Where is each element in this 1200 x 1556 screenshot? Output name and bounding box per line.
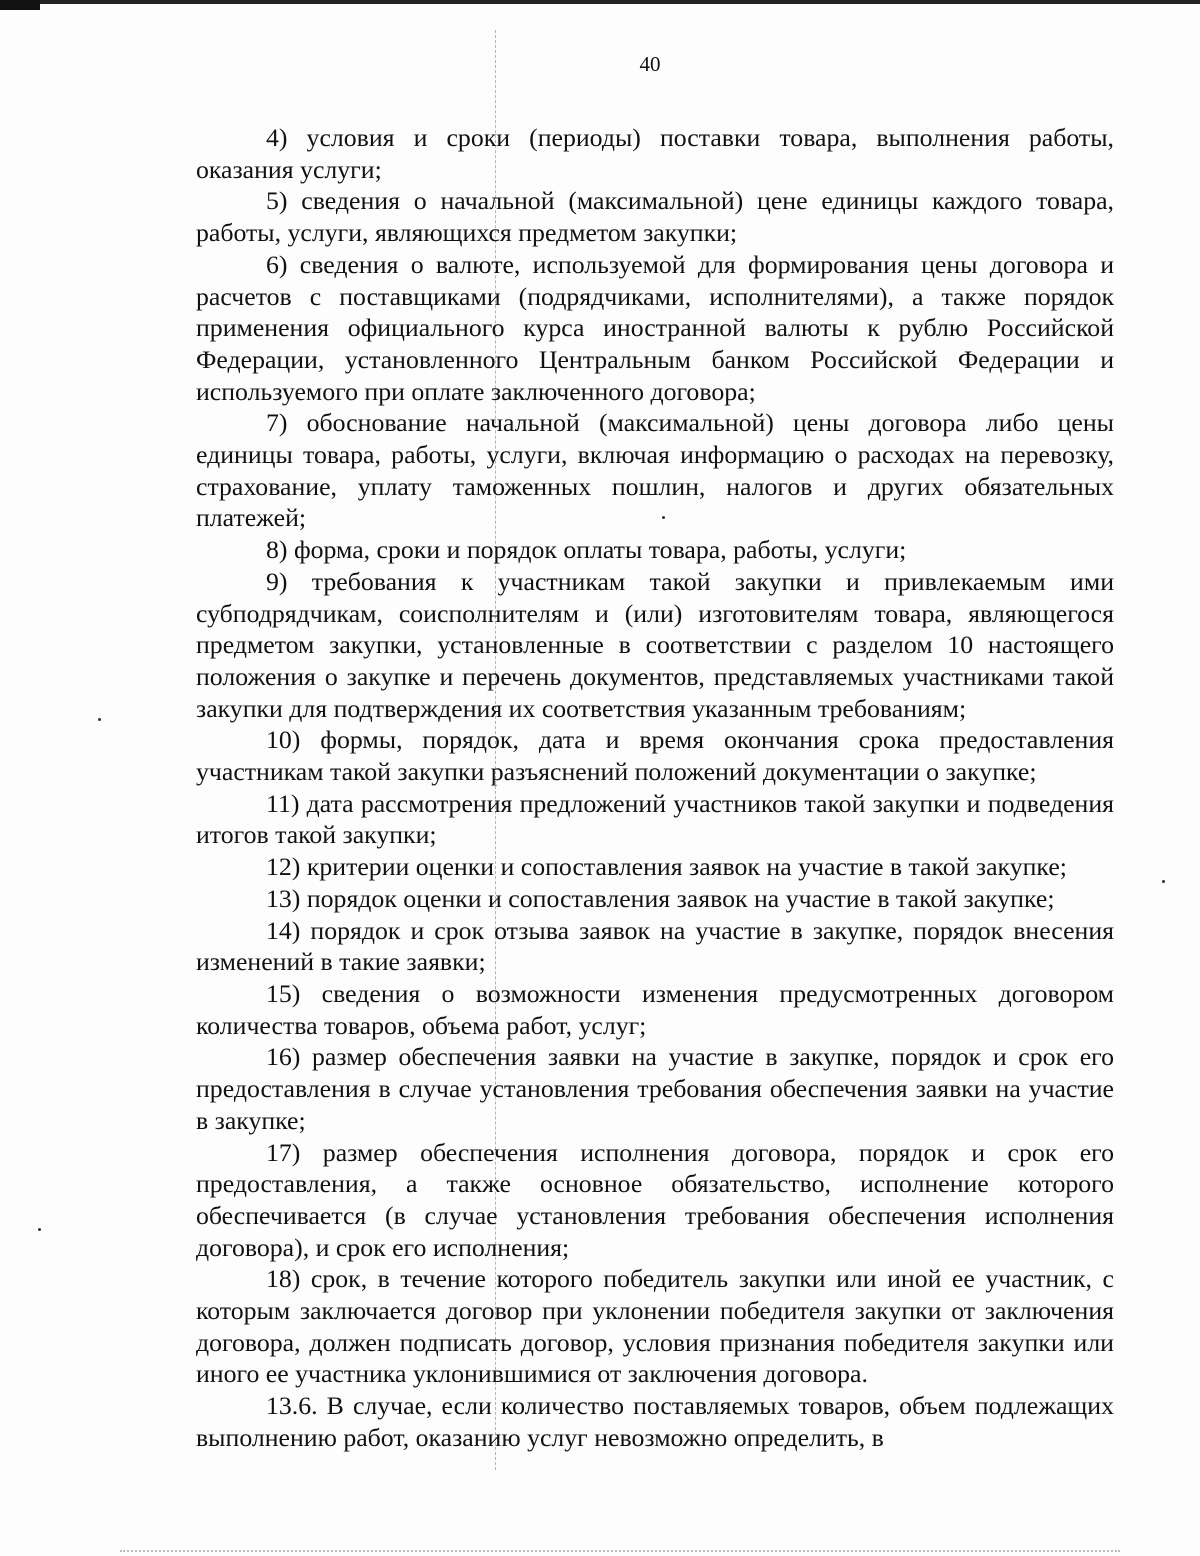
scan-speck (38, 1228, 41, 1231)
paragraph-item-17: 17) размер обеспечения исполнения договора, порядок и срок его предоставления, а также основное обязательство, исполнение которого обеспечивается (в случае установления требования обеспечения исполнения договора), и срок его исполнения; (196, 1137, 1114, 1262)
paragraph-item-10: 10) формы, порядок, дата и время окончания срока предоставления участникам такой закупки разъяснений положений документации о закупке; (196, 725, 1114, 787)
scan-speck (1162, 880, 1165, 883)
paragraph-item-15: 15) сведения о возможности изменения предусмотренных договором количества товаров, объема работ, услуг; (196, 978, 1114, 1040)
scan-corner-mark (0, 0, 40, 10)
page-number: 40 (639, 52, 661, 76)
paragraph-item-4: 4) условия и сроки (периоды) поставки товара, выполнения работы, оказания услуги; (196, 123, 1114, 184)
paragraph-item-6: 6) сведения о валюте, используемой для формирования цены договора и расчетов с поставщиками (подрядчиками, исполнителями), а также порядок применения официального курса иностранной валюты к рублю Российской Федерации, установленного Центральным банком Российской Федерации и используемого при оплате заключенного договора; (196, 249, 1114, 406)
document-body (196, 122, 1114, 1454)
paragraph-section-13-6: 13.6. В случае, если количество поставляемых товаров, объем подлежащих выполнению работ, оказанию услуг невозможно определить, в (196, 1391, 1114, 1452)
paragraph-item-11: 11) дата рассмотрения предложений участников такой закупки и подведения итогов такой закупки; (196, 788, 1114, 850)
scan-top-border (0, 0, 1200, 4)
paragraph-item-12: 12) критерии оценки и сопоставления заявок на участие в такой закупке; (266, 852, 1067, 882)
paragraph-item-16: 16) размер обеспечения заявки на участие в закупке, порядок и срок его предоставления в случае установления требования обеспечения заявки на участие в закупке; (196, 1042, 1114, 1135)
paragraph-item-5: 5) сведения о начальной (максимальной) цене единицы каждого товара, работы, услуги, являющихся предметом закупки; (196, 186, 1114, 248)
paragraph-item-18: 18) срок, в течение которого победитель закупки или иной ее участник, с которым заключается договор при уклонении победителя закупки от заключения договора, должен подписать договор, условия признания победителя закупки или иного ее участника уклонившимися от заключения договора. (196, 1264, 1114, 1389)
paragraph-item-7: 7) обоснование начальной (максимальной) цены договора либо цены единицы товара, работы, услуги, включая информацию о расходах на перевозку, страхование, уплату таможенных пошлин, налогов и других обязательных платежей; (196, 408, 1114, 533)
scan-speck (662, 516, 665, 519)
paragraph-item-8: 8) форма, сроки и порядок оплаты товара, работы, услуги; (266, 535, 907, 565)
scan-bottom-noise (120, 1550, 1120, 1554)
paragraph-item-13: 13) порядок оценки и сопоставления заявок на участие в такой закупке; (266, 883, 1055, 913)
paragraph-item-9: 9) требования к участникам такой закупки и привлекаемым ими субподрядчикам, соисполнителям и (или) изготовителям товара, являющегося предметом закупки, установленные в соответствии с разделом 10 настоящего положения о закупке и перечень документов, представляемых участниками такой закупки для подтверждения их соответствия указанным требованиям; (196, 566, 1114, 723)
scan-speck (98, 718, 101, 721)
paragraph-item-14: 14) порядок и срок отзыва заявок на участие в закупке, порядок внесения изменений в такие заявки; (196, 915, 1114, 977)
